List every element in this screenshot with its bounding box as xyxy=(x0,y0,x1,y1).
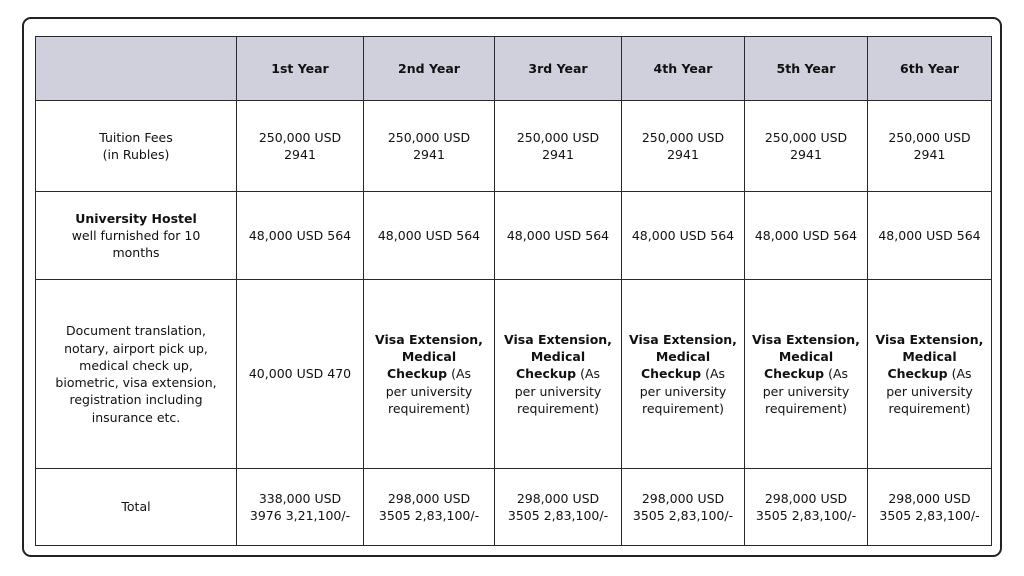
total-cell xyxy=(495,469,622,546)
hostel-cell: 48,000 USD 564 xyxy=(622,192,745,280)
as-text: (As xyxy=(824,366,849,382)
documents-row xyxy=(36,280,992,469)
requirement-text: requirement) xyxy=(387,400,470,416)
total-amount: 298,000 USD xyxy=(641,490,725,506)
tuition-amount-usd: 2941 xyxy=(284,147,316,162)
per-university-text: per university xyxy=(385,383,473,399)
total-amount: 298,000 USD xyxy=(387,490,471,506)
total-amount: 338,000 USD xyxy=(258,490,342,506)
fee-structure-table xyxy=(35,36,992,546)
checkup-text: Checkup xyxy=(515,366,577,382)
visa-extension-text: Visa Extension, xyxy=(875,331,984,347)
total-cell xyxy=(237,469,364,546)
header-row xyxy=(36,37,992,101)
tuition-row xyxy=(36,101,992,192)
requirement-text: requirement) xyxy=(516,400,599,416)
checkup-line xyxy=(751,365,861,382)
hostel-description-cont: months xyxy=(112,245,160,261)
year-3-header: 3rd Year xyxy=(495,37,622,101)
per-university-text: per university xyxy=(514,383,602,399)
medical-text: Medical xyxy=(902,349,957,365)
total-cell xyxy=(622,469,745,546)
tuition-cell xyxy=(622,101,745,192)
tuition-amount-usd: 2941 xyxy=(413,147,445,162)
visa-extension-text: Visa Extension, xyxy=(752,331,860,347)
documents-visa-cell xyxy=(495,280,622,469)
documents-label-cell xyxy=(36,280,237,469)
documents-label-line: registration including xyxy=(69,392,203,408)
total-cell xyxy=(868,469,992,546)
hostel-label: University Hostel xyxy=(75,210,197,226)
checkup-text: Checkup xyxy=(386,366,448,382)
tuition-cell xyxy=(868,101,992,192)
documents-label-line: biometric, visa extension, xyxy=(55,375,217,390)
tuition-cell xyxy=(237,101,364,192)
total-amount-converted: 3505 2,83,100/- xyxy=(879,508,980,523)
visa-extension-text: Visa Extension, xyxy=(375,331,483,347)
tuition-amount-usd: 2941 xyxy=(542,147,574,162)
documents-visa-cell xyxy=(364,280,495,469)
documents-visa-cell xyxy=(868,280,992,469)
checkup-line xyxy=(370,365,488,382)
medical-text: Medical xyxy=(778,349,834,365)
year-1-header: 1st Year xyxy=(237,37,364,101)
hostel-cell: 48,000 USD 564 xyxy=(495,192,622,280)
year-2-header: 2nd Year xyxy=(364,37,495,101)
medical-text: Medical xyxy=(530,349,586,365)
requirement-text: requirement) xyxy=(888,400,971,416)
visa-extension-text: Visa Extension, xyxy=(504,331,612,347)
hostel-cell: 48,000 USD 564 xyxy=(868,192,992,280)
as-text: (As xyxy=(701,366,726,382)
total-amount: 298,000 USD xyxy=(516,490,600,506)
total-cell xyxy=(745,469,868,546)
total-amount-converted: 3505 2,83,100/- xyxy=(632,508,734,523)
documents-label-line: notary, airport pick up, xyxy=(64,340,208,356)
total-cell xyxy=(364,469,495,546)
hostel-cell: 48,000 USD 564 xyxy=(745,192,868,280)
medical-text: Medical xyxy=(401,349,457,365)
hostel-description: well furnished for 10 xyxy=(71,227,201,243)
tuition-amount-usd: 2941 xyxy=(790,147,822,162)
tuition-cell xyxy=(495,101,622,192)
documents-label-line: Document translation, xyxy=(66,323,206,339)
checkup-text: Checkup xyxy=(640,366,702,382)
hostel-cell: 48,000 USD 564 xyxy=(364,192,495,280)
tuition-label: Tuition Fees xyxy=(99,129,173,145)
total-amount: 298,000 USD xyxy=(764,490,848,506)
checkup-line xyxy=(874,365,985,382)
tuition-cell xyxy=(364,101,495,192)
hostel-cell: 48,000 USD 564 xyxy=(237,192,364,280)
checkup-line xyxy=(628,365,738,382)
as-text: (As xyxy=(447,366,472,382)
total-amount-converted: 3976 3,21,100/- xyxy=(249,508,351,523)
requirement-text: requirement) xyxy=(764,400,847,416)
tuition-amount: 250,000 USD xyxy=(516,129,600,145)
documents-visa-cell xyxy=(622,280,745,469)
tuition-amount: 250,000 USD xyxy=(387,129,471,145)
total-amount-converted: 3505 2,83,100/- xyxy=(378,508,480,523)
checkup-line xyxy=(501,365,615,382)
total-row xyxy=(36,469,992,546)
year-5-header: 5th Year xyxy=(745,37,868,101)
documents-label-line: medical check up, xyxy=(79,357,193,373)
per-university-text: per university xyxy=(762,383,850,399)
tuition-amount: 250,000 USD xyxy=(764,129,848,145)
requirement-text: requirement) xyxy=(641,400,724,416)
documents-year1-cell: 40,000 USD 470 xyxy=(237,280,364,469)
tuition-amount-usd: 2941 xyxy=(667,147,699,162)
tuition-amount: 250,000 USD xyxy=(258,129,342,145)
per-university-text: per university xyxy=(886,383,973,399)
tuition-amount-usd: 2941 xyxy=(913,147,946,162)
medical-text: Medical xyxy=(655,349,711,365)
visa-extension-text: Visa Extension, xyxy=(629,331,737,347)
year-4-header: 4th Year xyxy=(622,37,745,101)
checkup-text: Checkup xyxy=(887,366,948,382)
as-text: (As xyxy=(947,366,972,382)
documents-visa-cell xyxy=(745,280,868,469)
tuition-cell xyxy=(745,101,868,192)
checkup-text: Checkup xyxy=(763,366,825,382)
tuition-label-cell xyxy=(36,101,237,192)
total-amount-converted: 3505 2,83,100/- xyxy=(755,508,857,523)
as-text: (As xyxy=(576,366,601,382)
hostel-label-cell xyxy=(36,192,237,280)
documents-label-line: insurance etc. xyxy=(91,409,181,425)
tuition-amount: 250,000 USD xyxy=(641,129,725,145)
year-6-header: 6th Year xyxy=(868,37,992,101)
per-university-text: per university xyxy=(639,383,727,399)
total-label: Total xyxy=(36,469,237,546)
corner-header-cell xyxy=(36,37,237,101)
total-amount-converted: 3505 2,83,100/- xyxy=(507,508,609,523)
tuition-label-currency: (in Rubles) xyxy=(102,147,170,162)
hostel-row xyxy=(36,192,992,280)
total-amount: 298,000 USD xyxy=(888,490,971,506)
tuition-amount: 250,000 USD xyxy=(888,129,971,145)
